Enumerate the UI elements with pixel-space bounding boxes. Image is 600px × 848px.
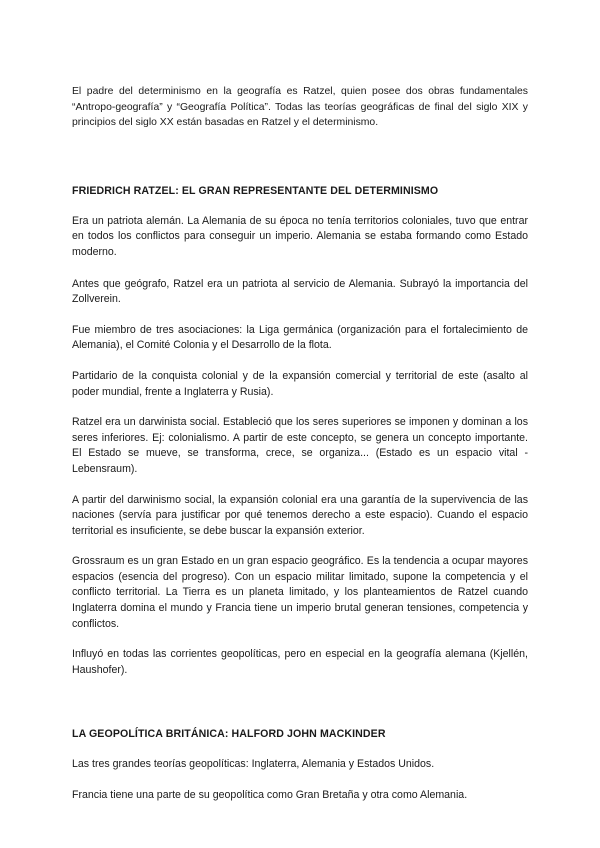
paragraph: Ratzel era un darwinista social. Estableció que los seres superiores se imponen y dominan a los seres inferiores. Ej: colonialismo. A partir de este concepto, se genera un concepto importante. El Estado se mueve, se transforma, crece, se organiza... (Estado es un espacio vital - Lebensraum). xyxy=(72,416,528,475)
paragraph: Era un patriota alemán. La Alemania de su época no tenía territorios coloniales, tuvo que entrar en todos los conflictos para conseguir un imperio. Alemania se estaba formando como Estado moderno. xyxy=(72,214,528,258)
paragraph: Las tres grandes teorías geopolíticas: Inglaterra, Alemania y Estados Unidos. xyxy=(72,758,435,771)
paragraph: Antes que geógrafo, Ratzel era un patriota al servicio de Alemania. Subrayó la importancia del Zollverein. xyxy=(72,277,528,306)
paragraph: Influyó en todas las corrientes geopolíticas, pero en especial en la geografía alemana (Kjellén, Haushofer). xyxy=(72,648,528,676)
paragraph: Fue miembro de tres asociaciones: la Liga germánica (organización para el fortalecimiento de Alemania), el Comité Colonia y el Desarrollo de la flota. xyxy=(72,323,528,352)
paragraph: Francia tiene una parte de su geopolítica como Gran Bretaña y otra como Alemania. xyxy=(72,789,468,802)
document-page xyxy=(72,84,528,804)
paragraph: A partir del darwinismo social, la expansión colonial era una garantía de la supervivencia de las naciones (servía para justificar por qué tenemos derecho a este espacio). Cuando el espacio territorial es insuficiente, se debe buscar la expansión exterior. xyxy=(72,493,528,537)
section-heading-mackinder: LA GEOPOLÍTICA BRITÁNICA: HALFORD JOHN MACKINDER xyxy=(72,728,386,741)
intro-paragraph: El padre del determinismo en la geografía es Ratzel, quien posee dos obras fundamentales “Antropo-geografía” y “Geografía Política”. Todas las teorías geográficas de final del siglo XIX y principios del siglo XX están basadas en Ratzel y el determinismo. xyxy=(72,86,528,129)
paragraph: Grossraum es un gran Estado en un gran espacio geográfico. Es la tendencia a ocupar mayores espacios (esencia del progreso). Con un espacio militar limitado, supone la competencia y el conflicto territorial. La Tierra es un planeta limitado, y los planteamientos de Ratzel cuando Inglaterra domina el mundo y Francia tiene un imperio brutal generan tensiones, competencia y conflictos. xyxy=(72,555,528,630)
paragraph: Partidario de la conquista colonial y de la expansión comercial y territorial de este (asalto al poder mundial, frente a Inglaterra y Rusia). xyxy=(72,369,528,398)
section-heading-ratzel: FRIEDRICH RATZEL: EL GRAN REPRESENTANTE DEL DETERMINISMO xyxy=(72,184,439,197)
